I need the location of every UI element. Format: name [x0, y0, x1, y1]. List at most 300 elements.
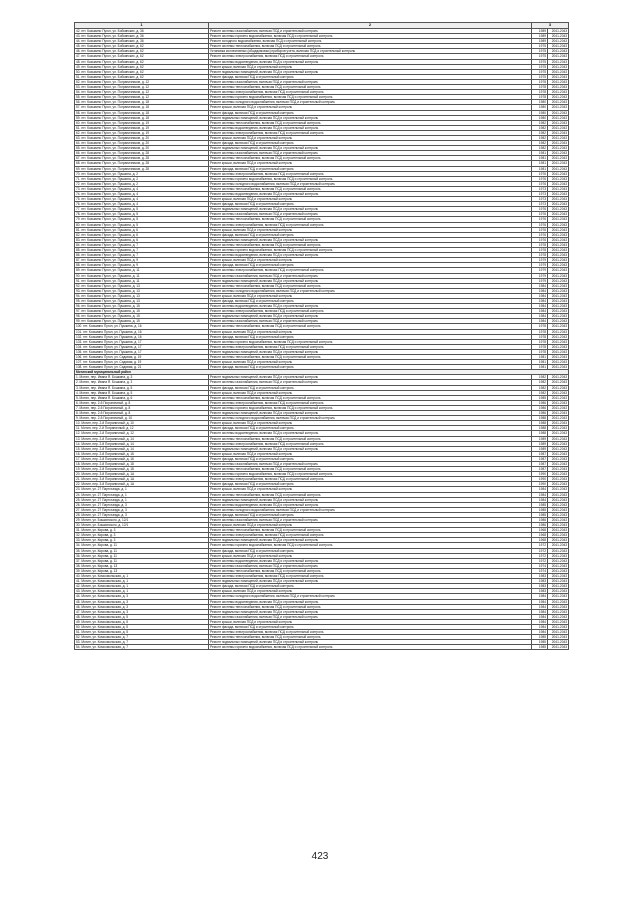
address-cell: 47. Мотин, ул. Комсомольская, д. 3: [75, 609, 209, 614]
header-col-2: 2: [209, 23, 532, 29]
period-cell: 2041-2043: [548, 151, 569, 156]
work-cell: Ремонт системы горячего водоснабжения, включая ПСД и строительный контроль: [209, 176, 532, 181]
year-cell: 1982: [532, 146, 548, 151]
work-cell: Ремонт системы теплоснабжения, включая ПСД и строительный контроль: [209, 635, 532, 640]
period-cell: 2041-2043: [548, 390, 569, 395]
year-cell: 1981: [532, 365, 548, 370]
year-cell: 1974: [532, 568, 548, 573]
address-cell: 41. Мотин, ул. Комсомольская, д. 1: [75, 579, 209, 584]
year-cell: 1986: [532, 405, 548, 410]
address-cell: 86. пгт. Козьмино Пугол, ул. Пушкина, д. 7: [75, 253, 209, 258]
year-cell: 1984: [532, 298, 548, 303]
work-cell: Ремонт фасада, включая ПСД и строительный контроль: [209, 365, 532, 370]
address-cell: 25. Мотин, ул. 27 Партсъезда, д. 1: [75, 497, 209, 502]
address-cell: 68. пгт. Козьмино Пугол, ул. Пограничников, д. 28: [75, 161, 209, 166]
work-cell: Ремонт фасада, включая ПСД и строительный контроль: [209, 385, 532, 390]
work-cell: Ремонт системы водоотведения, включая ПСД и строительный контроль: [209, 502, 532, 507]
address-cell: 59. пгт. Козьмино Пугол, ул. Пограничников, д. 18: [75, 115, 209, 120]
period-cell: 2041-2043: [548, 288, 569, 293]
address-cell: 46. Мотин, ул. Комсомольская, д. 3: [75, 604, 209, 609]
address-cell: 51. Мотин, ул. Комсомольская, д. 5: [75, 630, 209, 635]
address-cell: 75. пгт. Козьмино Пугол, ул. Пушкина, д. 4: [75, 197, 209, 202]
address-cell: 20. Мотин, пер. 3-й Пограничный, д. 1А: [75, 472, 209, 477]
work-cell: Ремонт фасада, включая ПСД и строительный контроль: [209, 334, 532, 339]
work-cell: Ремонт подвальных помещений, включая ПСД и строительный контроль: [209, 538, 532, 543]
address-cell: 50. Мотин, ул. Комсомольская, д. 5: [75, 624, 209, 629]
period-cell: 2041-2043: [548, 365, 569, 370]
address-cell: 13. Мотин, пер. 2-й Пограничный, д. 14: [75, 436, 209, 441]
period-cell: 2041-2043: [548, 624, 569, 629]
address-cell: 43. пгт. Козьмино Пугол, ул. Бобкинских, д. 36: [75, 34, 209, 39]
year-cell: 1982: [532, 141, 548, 146]
period-cell: 2041-2043: [548, 298, 569, 303]
work-cell: Установка коллективных (общедомовых) приборов учета, включая ПСД и строительный контроль: [209, 49, 532, 54]
period-cell: 2041-2043: [548, 192, 569, 197]
year-cell: 1984: [532, 487, 548, 492]
address-cell: 8. Мотин, пер. 2-й Пограничный, д. 8: [75, 411, 209, 416]
work-cell: Ремонт подвальных помещений, включая ПСД и строительный контроль: [209, 349, 532, 354]
period-cell: 2041-2043: [548, 568, 569, 573]
address-cell: 3. Мотин, пер. Ивана Я. Бошкина, д. 5: [75, 385, 209, 390]
work-cell: Ремонт фасада, включая ПСД и строительный контроль: [209, 426, 532, 431]
work-cell: Ремонт крыши, включая ПСД и строительный контроль: [209, 258, 532, 263]
address-cell: 48. пгт. Козьмино Пугол, ул. Бобкинских, д. 62: [75, 59, 209, 64]
year-cell: 1989: [532, 441, 548, 446]
register-table: [74, 22, 569, 650]
period-cell: 2041-2043: [548, 319, 569, 324]
work-cell: Ремонт системы электроснабжения, включая ПСД и строительный контроль: [209, 309, 532, 314]
work-cell: Ремонт системы электроснабжения, включая ПСД и строительный контроль: [209, 54, 532, 59]
year-cell: 1989: [532, 39, 548, 44]
year-cell: 1982: [532, 390, 548, 395]
address-cell: 26. Мотин, ул. 27 Партсъезда, д. 3: [75, 502, 209, 507]
year-cell: 1981: [532, 360, 548, 365]
work-cell: Ремонт системы электроснабжения, включая ПСД и строительный контроль: [209, 477, 532, 482]
address-cell: 76. пгт. Козьмино Пугол, ул. Пушкина, д. 4: [75, 202, 209, 207]
work-cell: Ремонт системы горячего водоснабжения, включая ПСД и строительный контроль: [209, 95, 532, 100]
year-cell: 1980: [532, 110, 548, 115]
work-cell: Ремонт системы горячего водоснабжения, включая ПСД и строительный контроль: [209, 248, 532, 253]
work-cell: Ремонт фасада, включая ПСД и строительный контроль: [209, 166, 532, 171]
year-cell: 1989: [532, 436, 548, 441]
work-cell: Ремонт системы водоотведения, включая ПСД и строительный контроль: [209, 59, 532, 64]
work-cell: Ремонт системы электроснабжения, включая ПСД и строительный контроль: [209, 222, 532, 227]
address-cell: 67. пгт. Козьмино Пугол, ул. Пограничников, д. 28: [75, 156, 209, 161]
address-cell: 61. пгт. Козьмино Пугол, ул. Пограничников, д. 19: [75, 125, 209, 130]
address-cell: 11. Мотин, пер. 2-й Пограничный, д. 12: [75, 426, 209, 431]
period-cell: 2041-2043: [548, 304, 569, 309]
year-cell: 1976: [532, 217, 548, 222]
address-cell: 85. пгт. Козьмино Пугол, ул. Пушкина, д. 7: [75, 248, 209, 253]
year-cell: 1979: [532, 278, 548, 283]
work-cell: Ремонт системы газоснабжения, включая ПСД и строительный контроль: [209, 319, 532, 324]
period-cell: 2041-2043: [548, 105, 569, 110]
address-cell: 33. Мотин, ул. Кирова, д. 3: [75, 538, 209, 543]
year-cell: 1978: [532, 85, 548, 90]
address-cell: 72. пгт. Козьмино Пугол, ул. Пушкина, д. 2: [75, 181, 209, 186]
address-cell: 77. пгт. Козьмино Пугол, ул. Пушкина, д. 5: [75, 207, 209, 212]
year-cell: 1978: [532, 344, 548, 349]
work-cell: Ремонт системы холодного водоснабжения, включая ПСД и строительный контроль: [209, 181, 532, 186]
period-cell: 2041-2043: [548, 314, 569, 319]
year-cell: 1989: [532, 34, 548, 39]
work-cell: Ремонт системы водоотведения, включая ПСД и строительный контроль: [209, 304, 532, 309]
period-cell: 2041-2043: [548, 385, 569, 390]
address-cell: 107. пгт. Козьмино Пугол, ул. Садовая, д. 19: [75, 360, 209, 365]
year-cell: 1982: [532, 125, 548, 130]
period-cell: 2041-2043: [548, 441, 569, 446]
year-cell: 1986: [532, 411, 548, 416]
period-cell: 2041-2043: [548, 34, 569, 39]
table-body-group-1: [75, 29, 569, 370]
address-cell: 1. Мотин, пер. Ивана Я. Бошкина, д. 3: [75, 375, 209, 380]
address-cell: 30. Мотин, ул. Бошкинского, д. 12/1: [75, 523, 209, 528]
work-cell: Ремонт фасада, включая ПСД и строительный контроль: [209, 482, 532, 487]
year-cell: 1972: [532, 553, 548, 558]
address-cell: 54. Мотин, ул. Комсомольская, д. 7: [75, 645, 209, 650]
period-cell: 2041-2043: [548, 604, 569, 609]
address-cell: 56. пгт. Козьмино Пугол, ул. Пограничников, д. 18: [75, 100, 209, 105]
period-cell: 2041-2043: [548, 100, 569, 105]
year-cell: 1981: [532, 161, 548, 166]
period-cell: 2041-2043: [548, 512, 569, 517]
year-cell: 1978: [532, 253, 548, 258]
work-cell: Ремонт системы горячего водоснабжения, включая ПСД и строительный контроль: [209, 472, 532, 477]
address-cell: 60. пгт. Козьмино Пугол, ул. Пограничников, д. 19: [75, 120, 209, 125]
work-cell: Ремонт системы электроснабжения, включая ПСД и строительный контроль: [209, 400, 532, 405]
address-cell: 73. пгт. Козьмино Пугол, ул. Пушкина, д. 4: [75, 186, 209, 191]
address-cell: 87. пгт. Козьмино Пугол, ул. Пушкина, д. 9: [75, 258, 209, 263]
address-cell: 64. пгт. Козьмино Пугол, ул. Пограничников, д. 20: [75, 141, 209, 146]
address-cell: 10. Мотин, пер. 2-й Пограничный, д. 10: [75, 421, 209, 426]
year-cell: 1987: [532, 456, 548, 461]
period-cell: 2041-2043: [548, 339, 569, 344]
address-cell: 103. пгт. Козьмино Пугол, ул. Пушкина, д. 17: [75, 339, 209, 344]
year-cell: 1984: [532, 624, 548, 629]
period-cell: 2041-2043: [548, 477, 569, 482]
work-cell: Ремонт системы теплоснабжения, включая ПСД и строительный контроль: [209, 604, 532, 609]
period-cell: 2041-2043: [548, 487, 569, 492]
period-cell: 2041-2043: [548, 609, 569, 614]
period-cell: 2041-2043: [548, 248, 569, 253]
year-cell: 1978: [532, 334, 548, 339]
address-cell: 7. Мотин, пер. 2-й Пограничный, д. 8: [75, 405, 209, 410]
period-cell: 2041-2043: [548, 533, 569, 538]
year-cell: 1978: [532, 329, 548, 334]
year-cell: 1976: [532, 207, 548, 212]
work-cell: Ремонт системы газоснабжения, включая ПСД и строительный контроль: [209, 461, 532, 466]
year-cell: 1986: [532, 518, 548, 523]
year-cell: 1976: [532, 171, 548, 176]
register-table-sheet: [74, 22, 568, 650]
period-cell: 2041-2043: [548, 426, 569, 431]
period-cell: 2041-2043: [548, 599, 569, 604]
work-cell: Ремонт фасада, включая ПСД и строительный контроль: [209, 584, 532, 589]
year-cell: 1985: [532, 635, 548, 640]
work-cell: Ремонт системы газоснабжения, включая ПСД и строительный контроль: [209, 273, 532, 278]
address-cell: 104. пгт. Козьмино Пугол, ул. Пушкина, д. 17: [75, 344, 209, 349]
work-cell: Ремонт крыши, включая ПСД и строительный контроль: [209, 523, 532, 528]
address-cell: 19. Мотин, пер. 2-й Пограничный, д. 18: [75, 467, 209, 472]
period-cell: 2041-2043: [548, 329, 569, 334]
work-cell: Ремонт крыши, включая ПСД и строительный контроль: [209, 589, 532, 594]
period-cell: 2041-2043: [548, 110, 569, 115]
year-cell: 1978: [532, 349, 548, 354]
year-cell: 1985: [532, 395, 548, 400]
address-cell: 27. Мотин, ул. 27 Партсъезда, д. 3: [75, 507, 209, 512]
work-cell: Ремонт системы электроснабжения, включая ПСД и строительный контроль: [209, 533, 532, 538]
work-cell: Ремонт системы электроснабжения, включая ПСД и строительный контроль: [209, 344, 532, 349]
year-cell: 1976: [532, 181, 548, 186]
work-cell: Ремонт системы теплоснабжения, включая ПСД и строительный контроль: [209, 120, 532, 125]
address-cell: 34. Мотин, ул. Кирова, д. 11: [75, 543, 209, 548]
period-cell: 2041-2043: [548, 482, 569, 487]
year-cell: 1982: [532, 135, 548, 140]
period-cell: 2041-2043: [548, 492, 569, 497]
period-cell: 2041-2043: [548, 268, 569, 273]
year-cell: 1987: [532, 467, 548, 472]
period-cell: 2041-2043: [548, 640, 569, 645]
work-cell: Ремонт системы холодного водоснабжения, включая ПСД и строительный контроль: [209, 416, 532, 421]
year-cell: 1975: [532, 69, 548, 74]
address-cell: 15. Мотин, пер. 2-й Пограничный, д. 14: [75, 446, 209, 451]
address-cell: 53. Мотин, ул. Комсомольская, д. 7: [75, 640, 209, 645]
work-cell: Ремонт подвальных помещений, включая ПСД и строительный контроль: [209, 278, 532, 283]
period-cell: 2041-2043: [548, 171, 569, 176]
year-cell: 1979: [532, 258, 548, 263]
address-cell: 43. Мотин, ул. Комсомольская, д. 1: [75, 589, 209, 594]
period-cell: 2041-2043: [548, 69, 569, 74]
period-cell: 2041-2043: [548, 451, 569, 456]
period-cell: 2041-2043: [548, 181, 569, 186]
period-cell: 2041-2043: [548, 130, 569, 135]
year-cell: 1984: [532, 283, 548, 288]
year-cell: 1988: [532, 416, 548, 421]
work-cell: Ремонт фасада, включая ПСД и строительный контроль: [209, 141, 532, 146]
period-cell: 2041-2043: [548, 202, 569, 207]
period-cell: 2041-2043: [548, 278, 569, 283]
year-cell: 1968: [532, 538, 548, 543]
year-cell: 1990: [532, 472, 548, 477]
address-cell: 42. пгт. Козьмино Пугол, ул. Бобкинских, д. 36: [75, 29, 209, 34]
work-cell: Ремонт крыши, включая ПСД и строительный контроль: [209, 487, 532, 492]
work-cell: Ремонт системы теплоснабжения, включая ПСД и строительный контроль: [209, 395, 532, 400]
work-cell: Ремонт системы горячего водоснабжения, включая ПСД и строительный контроль: [209, 645, 532, 650]
period-cell: 2041-2043: [548, 472, 569, 477]
address-cell: 88. пгт. Козьмино Пугол, ул. Пушкина, д. 9: [75, 263, 209, 268]
period-cell: 2041-2043: [548, 207, 569, 212]
period-cell: 2041-2043: [548, 293, 569, 298]
year-cell: 1973: [532, 186, 548, 191]
address-cell: 32. Мотин, ул. Кирова, д. 3: [75, 533, 209, 538]
work-cell: Ремонт системы водоотведения, включая ПСД и строительный контроль: [209, 192, 532, 197]
period-cell: 2041-2043: [548, 283, 569, 288]
year-cell: 1981: [532, 166, 548, 171]
period-cell: 2041-2043: [548, 523, 569, 528]
year-cell: 1984: [532, 309, 548, 314]
work-cell: Ремонт фасада, включая ПСД и строительный контроль: [209, 548, 532, 553]
year-cell: 1985: [532, 512, 548, 517]
header-col-3: 3: [532, 23, 569, 29]
work-cell: Ремонт крыши, включая ПСД и строительный контроль: [209, 619, 532, 624]
year-cell: 1968: [532, 533, 548, 538]
address-cell: 49. Мотин, ул. Комсомольская, д. 5: [75, 619, 209, 624]
address-cell: 50. пгт. Козьмино Пугол, ул. Бобкинских, д. 62: [75, 69, 209, 74]
work-cell: Ремонт подвальных помещений, включая ПСД и строительный контроль: [209, 375, 532, 380]
work-cell: Ремонт системы теплоснабжения, включая ПСД и строительный контроль: [209, 44, 532, 49]
address-cell: 23. Мотин, ул. 27 Партсъезда, д. 1: [75, 487, 209, 492]
work-cell: Ремонт подвальных помещений, включая ПСД и строительный контроль: [209, 446, 532, 451]
work-cell: Ремонт системы холодного водоснабжения, включая ПСД и строительный контроль: [209, 288, 532, 293]
work-cell: Ремонт крыши, включая ПСД и строительный контроль: [209, 553, 532, 558]
period-cell: 2041-2043: [548, 589, 569, 594]
year-cell: 1990: [532, 482, 548, 487]
address-cell: 45. Мотин, ул. Комсомольская, д. 3: [75, 599, 209, 604]
work-cell: Ремонт подвальных помещений, включая ПСД и строительный контроль: [209, 640, 532, 645]
year-cell: 1984: [532, 288, 548, 293]
year-cell: 1973: [532, 192, 548, 197]
work-cell: Ремонт фасада, включая ПСД и строительный контроль: [209, 456, 532, 461]
address-cell: 80. пгт. Козьмино Пугол, ул. Пушкина, д. 5: [75, 222, 209, 227]
year-cell: 1984: [532, 609, 548, 614]
year-cell: 1984: [532, 630, 548, 635]
work-cell: Ремонт системы электроснабжения, включая ПСД и строительный контроль: [209, 90, 532, 95]
address-cell: 101. пгт. Козьмино Пугол, ул. Пушкина, д. 16: [75, 329, 209, 334]
work-cell: Ремонт системы горячего водоснабжения, включая ПСД и строительный контроль: [209, 405, 532, 410]
period-cell: 2041-2043: [548, 431, 569, 436]
year-cell: 1983: [532, 584, 548, 589]
address-cell: 83. пгт. Козьмино Пугол, ул. Пушкина, д. 6: [75, 237, 209, 242]
period-cell: 2041-2043: [548, 360, 569, 365]
address-cell: 51. пгт. Козьмино Пугол, ул. Бобкинских, д. 62: [75, 74, 209, 79]
period-cell: 2041-2043: [548, 135, 569, 140]
address-cell: 98. пгт. Козьмино Пугол, ул. Пушкина, д. 15: [75, 314, 209, 319]
work-cell: Ремонт системы водоотведения, включая ПСД и строительный контроль: [209, 599, 532, 604]
work-cell: Ремонт крыши, включая ПСД и строительный контроль: [209, 451, 532, 456]
period-cell: 2041-2043: [548, 90, 569, 95]
work-cell: Ремонт системы теплоснабжения, включая ПСД и строительный контроль: [209, 242, 532, 247]
year-cell: 1972: [532, 543, 548, 548]
year-cell: 1979: [532, 263, 548, 268]
period-cell: 2041-2043: [548, 39, 569, 44]
address-cell: 90. пгт. Козьмино Пугол, ул. Пушкина, д. 11: [75, 273, 209, 278]
address-cell: 9. Мотин, пер. 2-й Пограничный, д. 10: [75, 416, 209, 421]
year-cell: 1976: [532, 222, 548, 227]
year-cell: 1978: [532, 324, 548, 329]
address-cell: 94. пгт. Козьмино Пугол, ул. Пушкина, д. 13: [75, 293, 209, 298]
year-cell: 1976: [532, 176, 548, 181]
address-cell: 79. пгт. Козьмино Пугол, ул. Пушкина, д. 5: [75, 217, 209, 222]
period-cell: 2041-2043: [548, 44, 569, 49]
address-cell: 74. пгт. Козьмино Пугол, ул. Пушкина, д. 4: [75, 192, 209, 197]
year-cell: 1987: [532, 461, 548, 466]
period-cell: 2041-2043: [548, 217, 569, 222]
year-cell: 1988: [532, 421, 548, 426]
work-cell: Ремонт системы холодного водоснабжения, включая ПСД и строительный контроль: [209, 507, 532, 512]
work-cell: Ремонт системы теплоснабжения, включая ПСД и строительный контроль: [209, 156, 532, 161]
address-cell: 47. пгт. Козьмино Пугол, ул. Бобкинских, д. 62: [75, 54, 209, 59]
period-cell: 2041-2043: [548, 273, 569, 278]
year-cell: 1979: [532, 268, 548, 273]
address-cell: 93. пгт. Козьмино Пугол, ул. Пушкина, д. 13: [75, 288, 209, 293]
year-cell: 1982: [532, 120, 548, 125]
address-cell: 40. Мотин, ул. Комсомольская, д. 1: [75, 574, 209, 579]
year-cell: 1975: [532, 44, 548, 49]
year-cell: 1981: [532, 151, 548, 156]
table-body-group-2: [75, 375, 569, 650]
work-cell: Ремонт подвальных помещений, включая ПСД и строительный контроль: [209, 497, 532, 502]
address-cell: 6. Мотин, пер. 2-й Пограничный, д. 8: [75, 400, 209, 405]
period-cell: 2041-2043: [548, 594, 569, 599]
address-cell: 38. Мотин, ул. Кирова, д. 13: [75, 563, 209, 568]
address-cell: 17. Мотин, пер. 2-й Пограничный, д. 16: [75, 456, 209, 461]
address-cell: 18. Мотин, пер. 2-й Пограничный, д. 18: [75, 461, 209, 466]
work-cell: Ремонт системы электроснабжения, включая ПСД и строительный контроль: [209, 130, 532, 135]
work-cell: Ремонт системы теплоснабжения, включая ПСД и строительный контроль: [209, 217, 532, 222]
address-cell: 62. пгт. Козьмино Пугол, ул. Пограничников, д. 19: [75, 130, 209, 135]
work-cell: Ремонт фасада, включая ПСД и строительный контроль: [209, 74, 532, 79]
year-cell: 1973: [532, 202, 548, 207]
work-cell: Ремонт системы водоотведения, включая ПСД и строительный контроль: [209, 125, 532, 130]
year-cell: 1984: [532, 599, 548, 604]
period-cell: 2041-2043: [548, 416, 569, 421]
address-cell: 100. пгт. Козьмино Пугол, ул. Пушкина, д. 16: [75, 324, 209, 329]
address-cell: 5. Мотин, пер. Ивана Я. Бошкина, д. 6: [75, 395, 209, 400]
address-cell: 53. пгт. Козьмино Пугол, ул. Пограничников, д. 12: [75, 85, 209, 90]
work-cell: Ремонт системы газоснабжения, включая ПСД и строительный контроль: [209, 518, 532, 523]
year-cell: 1978: [532, 339, 548, 344]
work-cell: Ремонт фасада, включая ПСД и строительный контроль: [209, 110, 532, 115]
address-cell: 36. Мотин, ул. Кирова, д. 11: [75, 553, 209, 558]
period-cell: 2041-2043: [548, 120, 569, 125]
period-cell: 2041-2043: [548, 146, 569, 151]
work-cell: Ремонт системы холодного водоснабжения, включая ПСД и строительный контроль: [209, 100, 532, 105]
period-cell: 2041-2043: [548, 186, 569, 191]
work-cell: Ремонт системы водоотведения, включая ПСД и строительный контроль: [209, 253, 532, 258]
work-cell: Ремонт фасада, включая ПСД и строительный контроль: [209, 624, 532, 629]
address-cell: 95. пгт. Козьмино Пугол, ул. Пушкина, д. 13: [75, 298, 209, 303]
year-cell: 1978: [532, 95, 548, 100]
period-cell: 2041-2043: [548, 95, 569, 100]
year-cell: 1975: [532, 49, 548, 54]
period-cell: 2041-2043: [548, 518, 569, 523]
address-cell: 54. пгт. Козьмино Пугол, ул. Пограничников, д. 12: [75, 90, 209, 95]
address-cell: 108. пгт. Козьмино Пугол, ул. Садовая, д. 21: [75, 365, 209, 370]
work-cell: Ремонт крыши, включая ПСД и строительный контроль: [209, 197, 532, 202]
work-cell: Ремонт системы горячего водоснабжения, включая ПСД и строительный контроль: [209, 339, 532, 344]
work-cell: Ремонт фасада, включая ПСД и строительный контроль: [209, 263, 532, 268]
year-cell: 1978: [532, 242, 548, 247]
year-cell: 1974: [532, 563, 548, 568]
period-cell: 2041-2043: [548, 237, 569, 242]
period-cell: 2041-2043: [548, 456, 569, 461]
work-cell: Ремонт системы газоснабжения, включая ПСД и строительный контроль: [209, 212, 532, 217]
period-cell: 2041-2043: [548, 197, 569, 202]
work-cell: Ремонт крыши, включая ПСД и строительный контроль: [209, 293, 532, 298]
year-cell: 1984: [532, 604, 548, 609]
address-cell: 92. пгт. Козьмино Пугол, ул. Пушкина, д. 13: [75, 283, 209, 288]
address-cell: 84. пгт. Козьмино Пугол, ул. Пушкина, д. 7: [75, 242, 209, 247]
address-cell: 91. пгт. Козьмино Пугол, ул. Пушкина, д. 11: [75, 278, 209, 283]
period-cell: 2041-2043: [548, 630, 569, 635]
year-cell: 1981: [532, 156, 548, 161]
year-cell: 1989: [532, 446, 548, 451]
work-cell: Ремонт системы теплоснабжения, включая ПСД и строительный контроль: [209, 528, 532, 533]
year-cell: 1979: [532, 273, 548, 278]
year-cell: 1983: [532, 579, 548, 584]
address-cell: 39. Мотин, ул. Кирова, д. 13: [75, 568, 209, 573]
year-cell: 1978: [532, 79, 548, 84]
